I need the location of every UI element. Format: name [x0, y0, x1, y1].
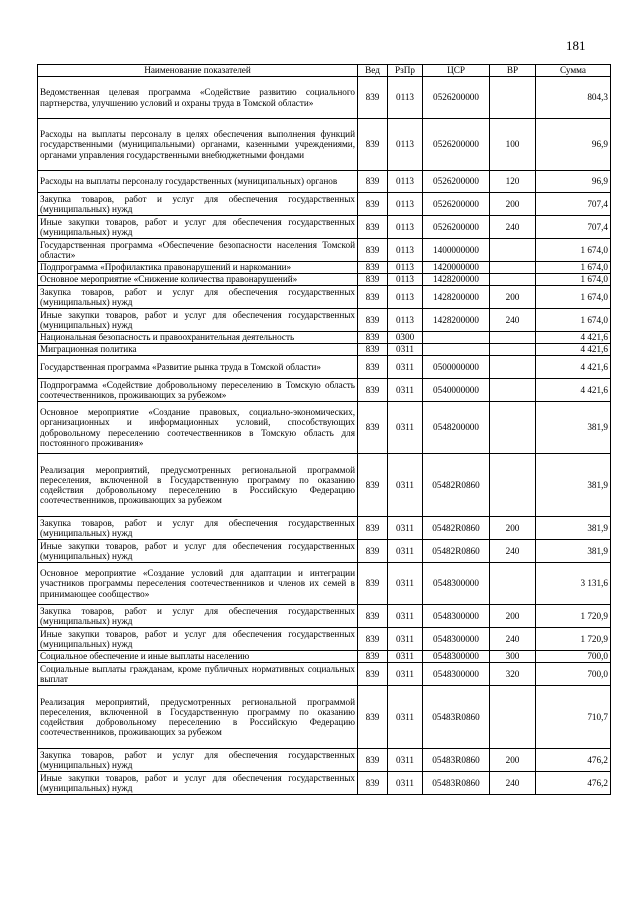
cell-csr: 0548300000: [423, 651, 490, 663]
column-header-sum: Сумма: [536, 65, 611, 77]
cell-rzpr: 0311: [388, 772, 423, 795]
cell-rzpr: 0311: [388, 749, 423, 772]
column-header-rzpr: РзПр: [388, 65, 423, 77]
cell-vr: 300: [490, 651, 536, 663]
table-row: [38, 628, 611, 651]
cell-name: Социальное обеспечение и иные выплаты населению: [38, 651, 358, 663]
table-row: [38, 651, 611, 663]
cell-name: Основное мероприятие «Создание правовых, социально-экономических, организационных и информационных условий, способствующих добровольному переселению соотечественников в Томскую область для постоянного проживания»: [38, 402, 358, 454]
cell-ved: 839: [358, 540, 388, 563]
cell-csr: 0526200000: [423, 77, 490, 119]
cell-name: Закупка товаров, работ и услуг для обеспечения государственных (муниципальных) нужд: [38, 749, 358, 772]
cell-ved: 839: [358, 686, 388, 749]
cell-rzpr: 0311: [388, 605, 423, 628]
cell-ved: 839: [358, 379, 388, 402]
cell-csr: 0548300000: [423, 605, 490, 628]
cell-name: Основное мероприятие «Создание условий для адаптации и интеграции участников программы переселения соотечественников и членов их семей в принимающее сообщество»: [38, 563, 358, 605]
cell-csr: 0548300000: [423, 563, 490, 605]
cell-rzpr: 0113: [388, 216, 423, 239]
table-row: [38, 454, 611, 517]
cell-vr: 200: [490, 286, 536, 309]
table-row: [38, 563, 611, 605]
cell-name: Иные закупки товаров, работ и услуг для обеспечения государственных (муниципальных) нужд: [38, 772, 358, 795]
cell-vr: [490, 332, 536, 344]
cell-csr: 1420000000: [423, 262, 490, 274]
table-row: [38, 772, 611, 795]
cell-rzpr: 0311: [388, 686, 423, 749]
cell-vr: [490, 262, 536, 274]
cell-rzpr: 0311: [388, 402, 423, 454]
cell-csr: 05482R0860: [423, 454, 490, 517]
cell-ved: 839: [358, 171, 388, 193]
cell-sum: 381,9: [536, 540, 611, 563]
cell-csr: 05483R0860: [423, 749, 490, 772]
cell-ved: 839: [358, 286, 388, 309]
cell-csr: 0548200000: [423, 402, 490, 454]
cell-vr: 200: [490, 605, 536, 628]
cell-sum: 96,9: [536, 119, 611, 171]
cell-ved: 839: [358, 239, 388, 262]
table-row: [38, 356, 611, 379]
cell-ved: 839: [358, 77, 388, 119]
cell-ved: 839: [358, 309, 388, 332]
table-row: [38, 239, 611, 262]
cell-ved: 839: [358, 454, 388, 517]
cell-rzpr: 0311: [388, 628, 423, 651]
cell-sum: 4 421,6: [536, 379, 611, 402]
cell-csr: 1400000000: [423, 239, 490, 262]
table-row: [38, 119, 611, 171]
cell-rzpr: 0113: [388, 119, 423, 171]
cell-vr: [490, 356, 536, 379]
cell-sum: 381,9: [536, 402, 611, 454]
cell-sum: 700,0: [536, 663, 611, 686]
cell-sum: 1 720,9: [536, 605, 611, 628]
cell-vr: [490, 379, 536, 402]
cell-ved: 839: [358, 628, 388, 651]
cell-sum: 1 674,0: [536, 286, 611, 309]
cell-sum: 476,2: [536, 749, 611, 772]
cell-csr: 05482R0860: [423, 540, 490, 563]
cell-rzpr: 0113: [388, 309, 423, 332]
cell-csr: [423, 332, 490, 344]
cell-rzpr: 0311: [388, 517, 423, 540]
cell-name: Закупка товаров, работ и услуг для обеспечения государственных (муниципальных) нужд: [38, 193, 358, 216]
cell-rzpr: 0113: [388, 262, 423, 274]
cell-rzpr: 0311: [388, 663, 423, 686]
cell-ved: 839: [358, 274, 388, 286]
cell-vr: 200: [490, 517, 536, 540]
cell-ved: 839: [358, 749, 388, 772]
cell-vr: [490, 239, 536, 262]
table-row: [38, 171, 611, 193]
cell-sum: 1 674,0: [536, 262, 611, 274]
column-header-name: Наименование показателей: [38, 65, 358, 77]
table-row: [38, 309, 611, 332]
cell-name: Закупка товаров, работ и услуг для обеспечения государственных (муниципальных) нужд: [38, 605, 358, 628]
cell-ved: 839: [358, 563, 388, 605]
cell-name: Подпрограмма «Профилактика правонарушений и наркомании»: [38, 262, 358, 274]
page-number: 181: [566, 38, 586, 53]
cell-ved: 839: [358, 605, 388, 628]
cell-vr: 240: [490, 216, 536, 239]
table-row: [38, 686, 611, 749]
cell-ved: 839: [358, 332, 388, 344]
cell-ved: 839: [358, 119, 388, 171]
cell-name: Реализация мероприятий, предусмотренных региональной программой переселения, включенной в Государственную программу по оказанию содействия добровольному переселению в Российскую Федерацию соотечественников, проживающих за рубежом: [38, 686, 358, 749]
cell-name: Иные закупки товаров, работ и услуг для обеспечения государственных (муниципальных) нужд: [38, 628, 358, 651]
table-row: [38, 344, 611, 356]
table-row: [38, 379, 611, 402]
cell-vr: [490, 344, 536, 356]
cell-vr: 240: [490, 628, 536, 651]
cell-name: Социальные выплаты гражданам, кроме публичных нормативных социальных выплат: [38, 663, 358, 686]
cell-rzpr: 0311: [388, 540, 423, 563]
table-row: [38, 216, 611, 239]
cell-vr: 240: [490, 540, 536, 563]
cell-vr: [490, 686, 536, 749]
cell-rzpr: 0113: [388, 193, 423, 216]
cell-csr: 1428200000: [423, 274, 490, 286]
cell-csr: 05483R0860: [423, 686, 490, 749]
cell-csr: 0548300000: [423, 628, 490, 651]
cell-name: Расходы на выплаты персоналу в целях обеспечения выполнения функций государственными (муниципальными) органами, казенными учреждениями, органами управления государственными внебюджетными фондами: [38, 119, 358, 171]
cell-ved: 839: [358, 262, 388, 274]
cell-sum: 381,9: [536, 454, 611, 517]
cell-vr: 200: [490, 749, 536, 772]
cell-ved: 839: [358, 517, 388, 540]
cell-ved: 839: [358, 663, 388, 686]
cell-csr: 0526200000: [423, 119, 490, 171]
cell-csr: 0526200000: [423, 193, 490, 216]
cell-rzpr: 0311: [388, 563, 423, 605]
cell-name: Иные закупки товаров, работ и услуг для обеспечения государственных (муниципальных) нужд: [38, 540, 358, 563]
column-header-vr: ВР: [490, 65, 536, 77]
cell-rzpr: 0311: [388, 344, 423, 356]
cell-sum: 804,3: [536, 77, 611, 119]
cell-vr: [490, 454, 536, 517]
cell-rzpr: 0113: [388, 239, 423, 262]
cell-vr: 200: [490, 193, 536, 216]
column-header-ved: Вед: [358, 65, 388, 77]
cell-name: Миграционная политика: [38, 344, 358, 356]
cell-name: Реализация мероприятий, предусмотренных региональной программой переселения, включенной в Государственную программу по оказанию содействия добровольному переселению в Российскую Федерацию соотечественников, проживающих за рубежом: [38, 454, 358, 517]
cell-rzpr: 0113: [388, 171, 423, 193]
cell-sum: 4 421,6: [536, 344, 611, 356]
cell-sum: 707,4: [536, 216, 611, 239]
cell-rzpr: 0113: [388, 274, 423, 286]
cell-csr: 1428200000: [423, 286, 490, 309]
cell-vr: 240: [490, 309, 536, 332]
cell-vr: 320: [490, 663, 536, 686]
cell-sum: 3 131,6: [536, 563, 611, 605]
table-row: [38, 286, 611, 309]
cell-name: Государственная программа «Обеспечение безопасности населения Томской области»: [38, 239, 358, 262]
cell-vr: 120: [490, 171, 536, 193]
table-header-row: [38, 65, 611, 77]
cell-rzpr: 0113: [388, 77, 423, 119]
cell-sum: 4 421,6: [536, 332, 611, 344]
cell-name: Ведомственная целевая программа «Содействие развитию социального партнерства, улучшению условий и охраны труда в Томской области»: [38, 77, 358, 119]
table-row: [38, 540, 611, 563]
cell-sum: 1 720,9: [536, 628, 611, 651]
cell-name: Расходы на выплаты персоналу государственных (муниципальных) органов: [38, 171, 358, 193]
cell-name: Закупка товаров, работ и услуг для обеспечения государственных (муниципальных) нужд: [38, 517, 358, 540]
cell-name: Государственная программа «Развитие рынка труда в Томской области»: [38, 356, 358, 379]
table-row: [38, 749, 611, 772]
cell-ved: 839: [358, 402, 388, 454]
cell-rzpr: 0311: [388, 454, 423, 517]
table-row: [38, 274, 611, 286]
cell-name: Подпрограмма «Содействие добровольному переселению в Томскую область соотечественников, проживающих за рубежом»: [38, 379, 358, 402]
cell-sum: 4 421,6: [536, 356, 611, 379]
cell-csr: 05482R0860: [423, 517, 490, 540]
cell-csr: 05483R0860: [423, 772, 490, 795]
cell-sum: 381,9: [536, 517, 611, 540]
cell-csr: [423, 344, 490, 356]
cell-sum: 1 674,0: [536, 274, 611, 286]
table-row: [38, 332, 611, 344]
cell-name: Иные закупки товаров, работ и услуг для обеспечения государственных (муниципальных) нужд: [38, 216, 358, 239]
table-row: [38, 77, 611, 119]
cell-name: Основное мероприятие «Снижение количества правонарушений»: [38, 274, 358, 286]
cell-ved: 839: [358, 356, 388, 379]
table-row: [38, 262, 611, 274]
cell-sum: 1 674,0: [536, 309, 611, 332]
cell-sum: 1 674,0: [536, 239, 611, 262]
cell-csr: 1428200000: [423, 309, 490, 332]
cell-sum: 700,0: [536, 651, 611, 663]
cell-csr: 0526200000: [423, 216, 490, 239]
cell-ved: 839: [358, 193, 388, 216]
cell-name: Закупка товаров, работ и услуг для обеспечения государственных (муниципальных) нужд: [38, 286, 358, 309]
cell-name: Национальная безопасность и правоохранительная деятельность: [38, 332, 358, 344]
table-row: [38, 605, 611, 628]
table-body: [38, 77, 611, 795]
cell-sum: 96,9: [536, 171, 611, 193]
cell-csr: 0526200000: [423, 171, 490, 193]
cell-csr: 0500000000: [423, 356, 490, 379]
budget-table: [37, 64, 611, 795]
cell-vr: [490, 563, 536, 605]
cell-csr: 0540000000: [423, 379, 490, 402]
cell-vr: [490, 274, 536, 286]
cell-rzpr: 0311: [388, 356, 423, 379]
cell-name: Иные закупки товаров, работ и услуг для обеспечения государственных (муниципальных) нужд: [38, 309, 358, 332]
cell-csr: 0548300000: [423, 663, 490, 686]
cell-rzpr: 0113: [388, 286, 423, 309]
cell-rzpr: 0300: [388, 332, 423, 344]
cell-rzpr: 0311: [388, 651, 423, 663]
table-row: [38, 193, 611, 216]
cell-ved: 839: [358, 344, 388, 356]
cell-vr: [490, 402, 536, 454]
column-header-csr: ЦСР: [423, 65, 490, 77]
cell-vr: 100: [490, 119, 536, 171]
cell-ved: 839: [358, 772, 388, 795]
cell-ved: 839: [358, 216, 388, 239]
table-row: [38, 402, 611, 454]
cell-ved: 839: [358, 651, 388, 663]
cell-sum: 710,7: [536, 686, 611, 749]
cell-rzpr: 0311: [388, 379, 423, 402]
cell-vr: [490, 77, 536, 119]
cell-sum: 476,2: [536, 772, 611, 795]
cell-sum: 707,4: [536, 193, 611, 216]
table-row: [38, 517, 611, 540]
table-row: [38, 663, 611, 686]
cell-vr: 240: [490, 772, 536, 795]
